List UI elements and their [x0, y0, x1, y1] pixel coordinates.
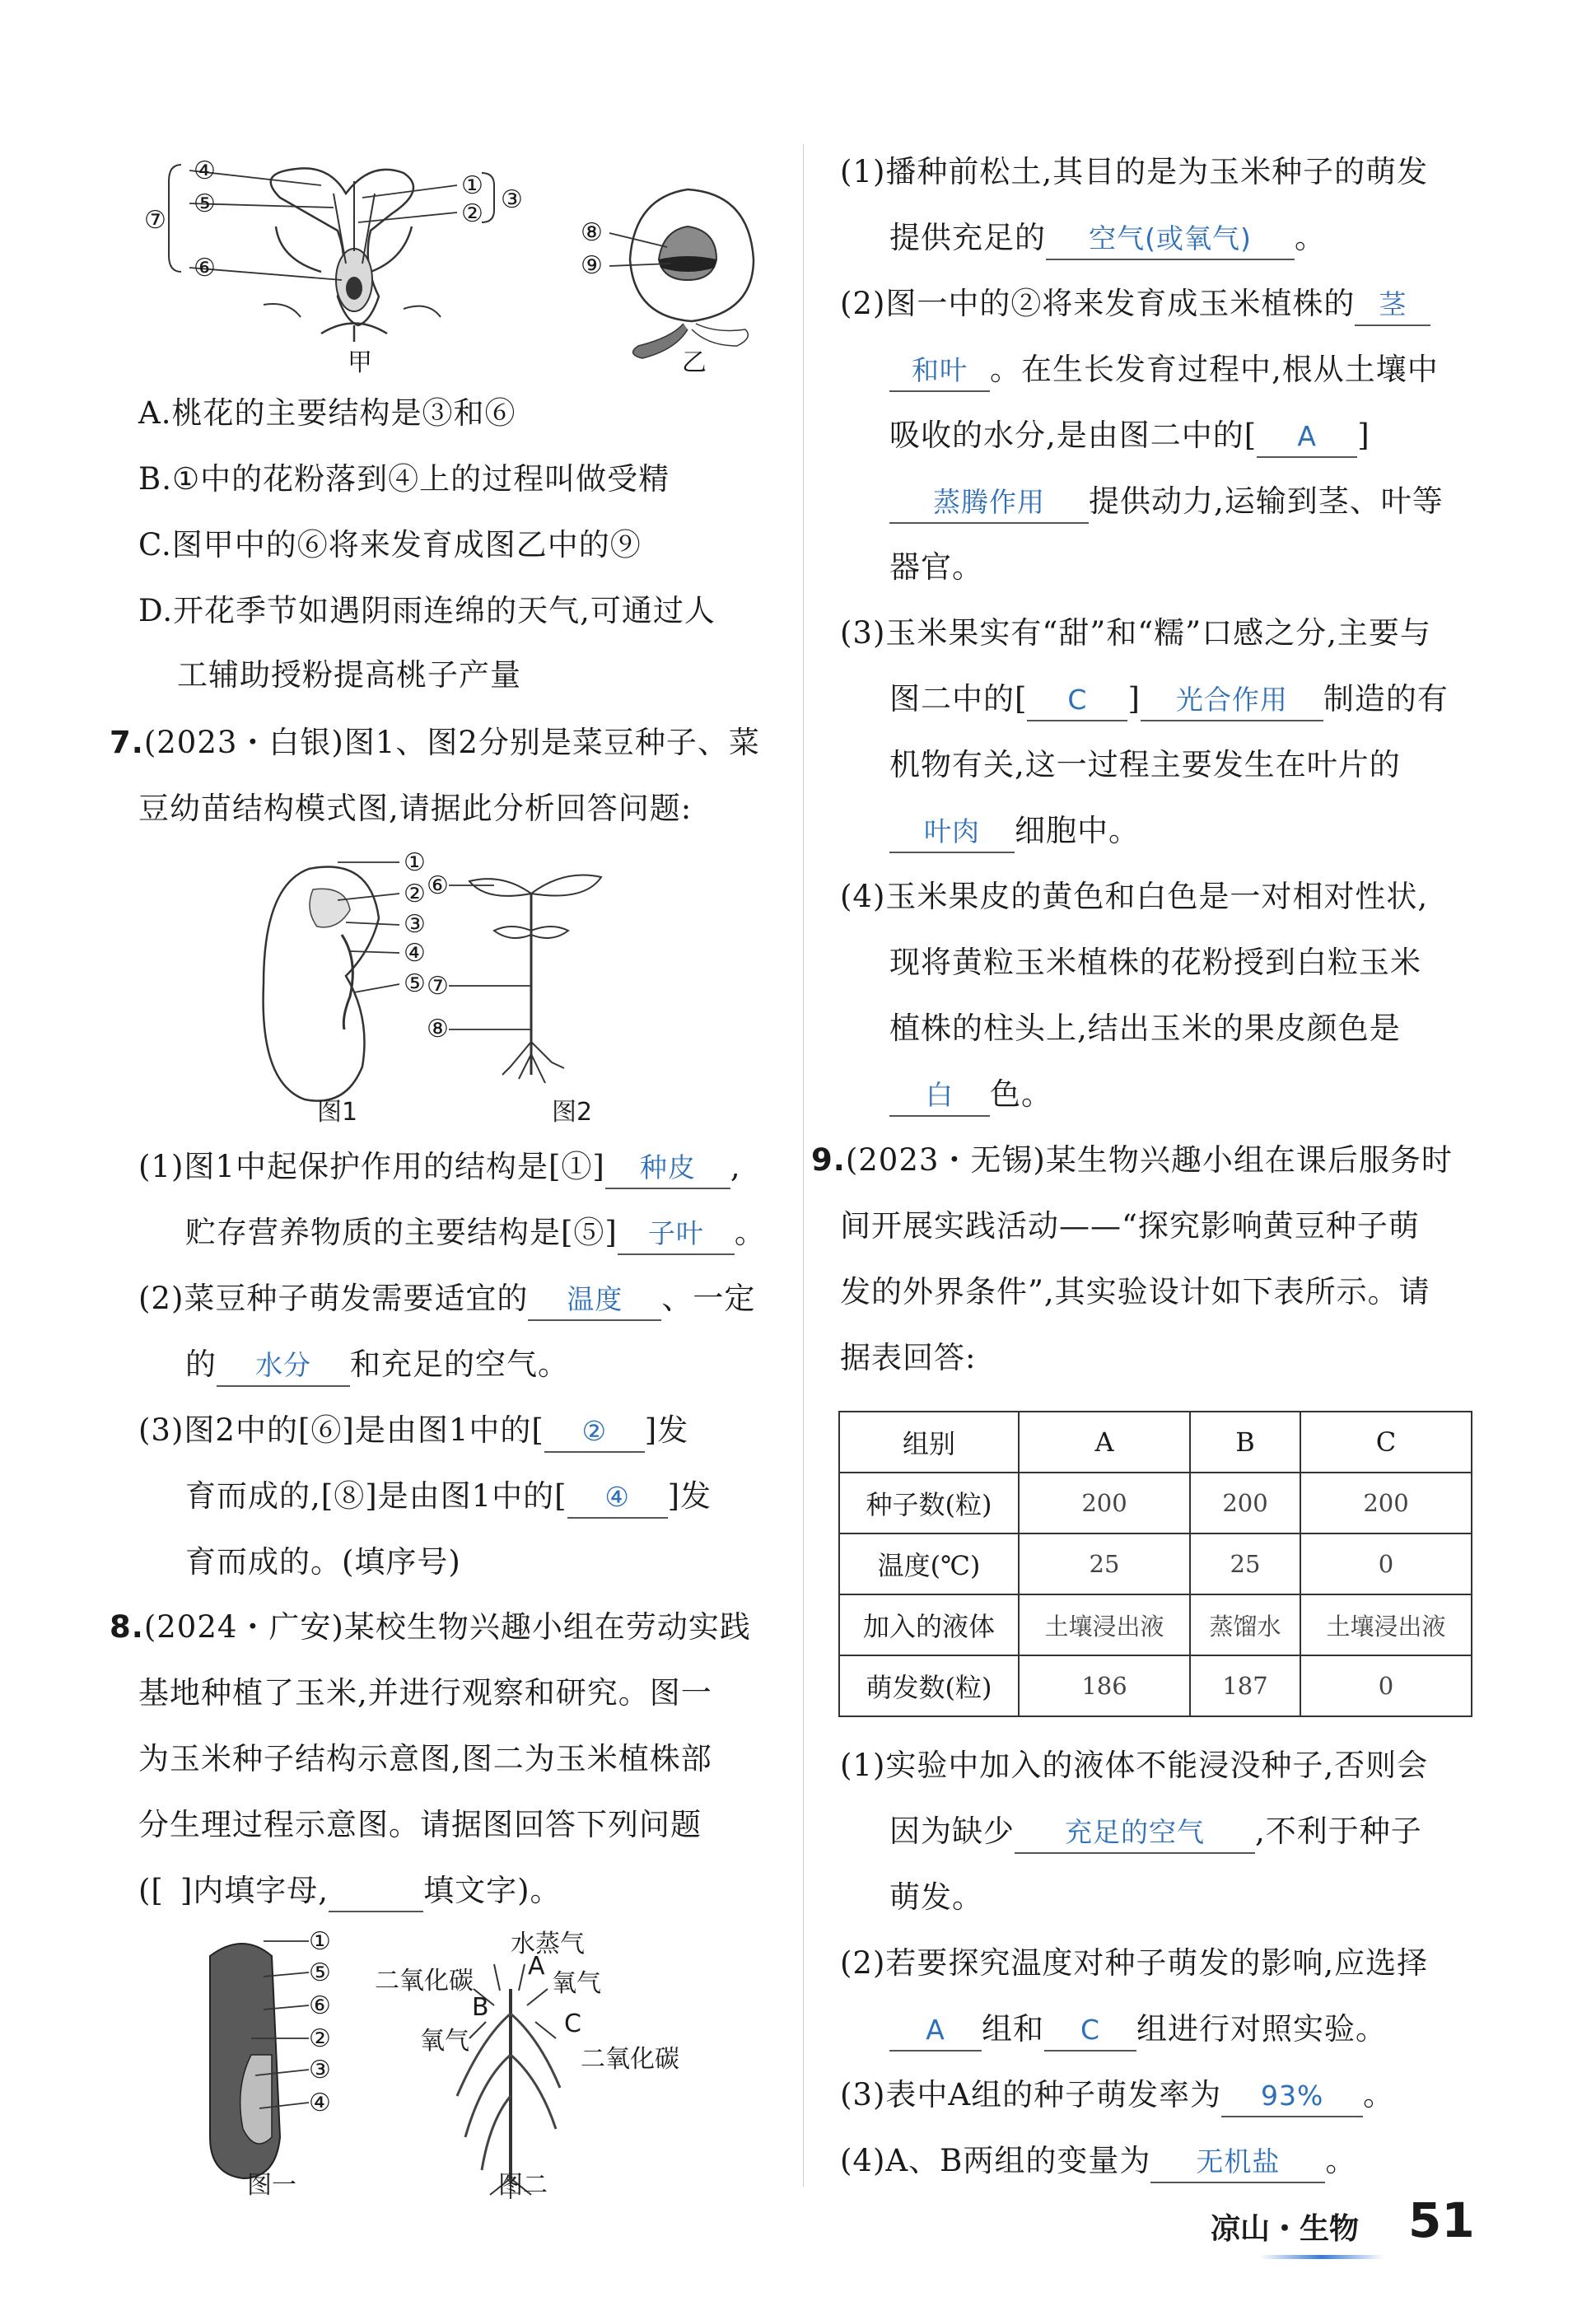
q9-p1c: 萌发。: [889, 1879, 983, 1915]
q8-stem-blank: [329, 1871, 423, 1912]
q9-stem-1: [811, 1141, 1453, 1180]
q9-p3a-text: (3)表中A组的种子萌发率为: [840, 2077, 1222, 2112]
q7-p2a-text: (2)菜豆种子萌发需要适宜的: [138, 1281, 529, 1316]
table-cell: 25: [1190, 1533, 1300, 1594]
caption-fig2: 图2: [552, 1098, 593, 1127]
flower-label-5: ⑤: [194, 189, 216, 218]
q8-p4d: [889, 1075, 1052, 1117]
figure-fruit: [576, 177, 791, 379]
q8-p2e: 器官。: [889, 549, 983, 585]
q8-answer-3: A: [1257, 417, 1357, 458]
table-cell: 0: [1300, 1533, 1472, 1594]
corn-label-1: ①: [309, 1927, 331, 1956]
caption-yi: 乙: [682, 348, 707, 377]
q8-p2c-end: ]: [1357, 418, 1370, 453]
caption-fig1: 图1: [317, 1098, 358, 1127]
plant-label-o2-bottom: 氧气: [420, 2027, 469, 2056]
seedling-label-7: ⑦: [427, 972, 449, 1001]
table-cell: 加入的液体: [839, 1594, 1019, 1655]
q7-answer-5: ②: [544, 1412, 645, 1453]
q9-answer-3: C: [1044, 2010, 1136, 2052]
q8-stem-3: 为玉米种子结构示意图,图二为玉米植株部: [138, 1741, 712, 1776]
q7-p1b: [185, 1213, 766, 1255]
fruit-label-9: ⑨: [581, 251, 603, 280]
corn-label-5: ⑤: [309, 1958, 331, 1987]
q8-p3a: (3)玉米果实有“甜”和“糯”口感之分,主要与: [840, 615, 1431, 651]
q6-option-d: D.开花季节如遇阴雨连绵的天气,可通过人: [138, 593, 716, 628]
q8-p2a-text: (2)图一中的②将来发育成玉米植株的: [840, 286, 1356, 321]
q9-stem-4: 据表回答:: [840, 1340, 977, 1375]
q8-p3b-mid: ]: [1127, 681, 1141, 717]
flower-label-4: ④: [194, 156, 216, 185]
seed-label-3: ③: [404, 910, 426, 939]
q8-stem-1: [110, 1608, 751, 1647]
table-row: [839, 1655, 1472, 1716]
q8-p1b-text: 提供充足的: [889, 220, 1046, 255]
q8-p2a: [840, 284, 1430, 326]
q7-stem-text: (2023・白银)图1、图2分别是菜豆种子、菜: [143, 725, 760, 760]
q9-p4a: [840, 2141, 1356, 2183]
footer-label: 凉山・生物: [1211, 2212, 1360, 2246]
q7-p2b-text: 的: [185, 1347, 217, 1382]
table-cell: 25: [1019, 1533, 1190, 1594]
table-header-cell: C: [1300, 1412, 1472, 1473]
plant-label-c: C: [564, 2010, 581, 2038]
table-cell: 蒸馏水: [1190, 1594, 1300, 1655]
q9-p1a: (1)实验中加入的液体不能浸没种子,否则会: [840, 1748, 1429, 1783]
q7-p3b-end: ]发: [667, 1478, 712, 1514]
q6-option-d-cont: 工辅助授粉提高桃子产量: [177, 657, 521, 693]
table-header-cell: B: [1190, 1412, 1300, 1473]
table-cell: 0: [1300, 1655, 1472, 1716]
q6-option-b: B.①中的花粉落到④上的过程叫做受精: [138, 461, 670, 497]
q7-p3c: 育而成的。(填序号): [185, 1544, 461, 1580]
q8-stem-4: 分生理过程示意图。请据图回答下列问题: [138, 1807, 702, 1842]
q9-p1b-text: 因为缺少: [889, 1814, 1015, 1849]
q6-option-c: C.图甲中的⑥将来发育成图乙中的⑨: [138, 527, 642, 562]
table-cell: 土壤浸出液: [1019, 1594, 1190, 1655]
plant-label-co2-bottom: 二氧化碳: [581, 2045, 679, 2074]
q7-number: 7.: [110, 725, 144, 760]
q7-p1a-text: (1)图1中起保护作用的结构是[①]: [138, 1149, 605, 1184]
q8-p1b: [889, 218, 1326, 260]
plant-label-b: B: [472, 1993, 489, 2022]
table-cell: 温度(℃): [839, 1533, 1019, 1594]
q9-p2b-mid: 组和: [982, 2011, 1044, 2047]
q8-p3b: [889, 679, 1449, 721]
q9-answer-1: 充足的空气: [1015, 1813, 1255, 1854]
figure-corn: [194, 1927, 729, 2203]
q8-stem-text: (2024・广安)某校生物兴趣小组在劳动实践: [143, 1609, 751, 1645]
q8-stem-5b: ]内填字母,: [180, 1873, 329, 1908]
q7-stem-1: [110, 723, 760, 763]
flower-label-2: ②: [461, 199, 483, 228]
q8-answer-6: 光合作用: [1141, 680, 1323, 721]
seedling-label-6: ⑥: [427, 871, 449, 900]
q8-p1a: (1)播种前松土,其目的是为玉米种子的萌发: [840, 154, 1429, 189]
q8-answer-7: 叶肉: [889, 812, 1015, 853]
q8-p4c: 植株的柱头上,结出玉米的果皮颜色是: [889, 1011, 1401, 1046]
q9-stem-3: 发的外界条件”,其实验设计如下表所示。请: [840, 1274, 1430, 1309]
flower-label-7: ⑦: [144, 206, 166, 235]
q8-answer-2a: 茎: [1355, 285, 1430, 326]
fruit-label-8: ⑧: [581, 218, 603, 247]
q8-p2d: [889, 482, 1444, 524]
q7-p1b-end: 。: [734, 1215, 766, 1250]
q8-p1b-end: 。: [1295, 220, 1326, 255]
caption-jia: 甲: [348, 348, 372, 377]
q8-p4a: (4)玉米果皮的黄色和白色是一对相对性状,: [840, 879, 1429, 914]
table-cell: 200: [1300, 1473, 1472, 1533]
q8-p3b-end: 制造的有: [1323, 681, 1449, 717]
q7-p2a-end: 、一定: [661, 1281, 756, 1316]
plant-label-water-vapor: 水蒸气: [511, 1930, 585, 1958]
q8-stem-5: [138, 1871, 562, 1912]
q9-answer-5: 无机盐: [1150, 2142, 1325, 2183]
q8-p2c-text: 吸收的水分,是由图二中的[: [889, 418, 1258, 453]
q9-p1b-end: ,不利于种子: [1255, 1814, 1422, 1849]
q7-answer-3: 温度: [528, 1280, 661, 1321]
table-cell: 土壤浸出液: [1300, 1594, 1472, 1655]
table-cell: 萌发数(粒): [839, 1655, 1019, 1716]
q8-answer-1: 空气(或氧气): [1046, 219, 1295, 260]
q8-p3d: [889, 811, 1140, 853]
caption-figure-two: 图二: [498, 2171, 548, 2200]
q9-answer-4: 93%: [1221, 2076, 1363, 2117]
q9-p4a-text: (4)A、B两组的变量为: [840, 2143, 1151, 2178]
q8-p3c: 机物有关,这一过程主要发生在叶片的: [889, 747, 1401, 782]
q9-p2b: [889, 2010, 1387, 2052]
page-number: 51: [1408, 2192, 1475, 2248]
q7-answer-1: 种皮: [605, 1148, 730, 1189]
flower-label-1: ①: [461, 171, 483, 200]
q7-p3a-end: ]发: [644, 1412, 689, 1448]
q8-answer-8: 白: [889, 1076, 990, 1117]
q9-number: 9.: [811, 1142, 846, 1178]
table-row: [839, 1473, 1472, 1533]
q8-p2b-end: 。在生长发育过程中,根从土壤中: [990, 352, 1439, 387]
q9-p3a: [840, 2075, 1394, 2117]
q8-number: 8.: [110, 1609, 144, 1645]
table-cell: 种子数(粒): [839, 1473, 1019, 1533]
seed-label-4: ④: [404, 939, 426, 968]
q8-p2b: [889, 350, 1439, 392]
q8-stem-5a: ([: [138, 1873, 164, 1908]
q7-stem-2: 豆幼苗结构模式图,请据此分析回答问题:: [138, 791, 693, 826]
plant-label-a: A: [528, 1952, 545, 1981]
q9-stem-text: (2023・无锡)某生物兴趣小组在课后服务时: [845, 1142, 1453, 1178]
table-cell: 187: [1190, 1655, 1300, 1716]
q8-stem-5c: 填文字)。: [423, 1873, 562, 1908]
seed-label-5: ⑤: [404, 969, 426, 998]
q8-p2c: [889, 416, 1370, 458]
figure-bean-seed: [247, 848, 642, 1127]
q8-p3d-end: 细胞中。: [1015, 813, 1140, 848]
corn-label-4: ④: [309, 2089, 331, 2117]
q7-p2b: [185, 1345, 569, 1387]
table-cell: 200: [1019, 1473, 1190, 1533]
q7-answer-2: 子叶: [618, 1214, 735, 1255]
flower-label-3: ③: [501, 185, 523, 214]
q8-answer-4: 蒸腾作用: [889, 483, 1089, 524]
table-cell: 186: [1019, 1655, 1190, 1716]
q7-p3b: [185, 1477, 712, 1519]
q8-stem-2: 基地种植了玉米,并进行观察和研究。图一: [138, 1675, 712, 1711]
corn-label-2: ②: [309, 2024, 331, 2053]
corn-label-6: ⑥: [309, 1991, 331, 2020]
q7-answer-6: ④: [567, 1477, 668, 1519]
q7-answer-4: 水分: [217, 1346, 350, 1387]
q7-p2a: [138, 1279, 755, 1321]
q9-p3a-end: 。: [1363, 2077, 1395, 2112]
corn-label-3: ③: [309, 2056, 331, 2084]
q8-p3b-text: 图二中的[: [889, 681, 1028, 717]
table-header-cell: 组别: [839, 1412, 1019, 1473]
q8-answer-5: C: [1027, 680, 1127, 721]
q6-option-a: A.桃花的主要结构是③和⑥: [138, 395, 516, 431]
q9-p1b: [889, 1812, 1422, 1854]
footer-accent-line: [1260, 2255, 1384, 2259]
q9-p2b-end: 组进行对照实验。: [1136, 2011, 1387, 2047]
q8-p4b: 现将黄粒玉米植株的花粉授到白粒玉米: [889, 945, 1421, 980]
figure-flower-diagram: [144, 148, 576, 379]
q8-p2d-end: 提供动力,运输到茎、叶等: [1089, 483, 1444, 519]
table-row: [839, 1533, 1472, 1594]
seedling-label-8: ⑧: [427, 1015, 449, 1043]
q9-answer-2: A: [889, 2010, 982, 2052]
q8-answer-2b: 和叶: [889, 351, 990, 392]
table-cell: 200: [1190, 1473, 1300, 1533]
column-divider: [803, 144, 804, 2187]
plant-label-co2-top: 二氧化碳: [375, 1967, 474, 1996]
table-row: [839, 1594, 1472, 1655]
q7-p3a: [138, 1411, 688, 1453]
q7-p1a-end: ,: [730, 1149, 741, 1184]
q7-p3a-text: (3)图2中的[⑥]是由图1中的[: [138, 1412, 544, 1448]
table-header-row: [839, 1412, 1472, 1473]
experiment-table: [838, 1411, 1472, 1717]
caption-figure-one: 图一: [247, 2171, 296, 2200]
q8-p4d-end: 色。: [990, 1076, 1052, 1112]
seed-label-2: ②: [404, 880, 426, 908]
q7-p2b-end: 和充足的空气。: [350, 1347, 569, 1382]
q7-p1b-text: 贮存营养物质的主要结构是[⑤]: [185, 1215, 618, 1250]
seed-label-1: ①: [404, 848, 426, 877]
flower-label-6: ⑥: [194, 254, 216, 282]
plant-label-o2-top: 氧气: [552, 1969, 601, 1998]
table-header-cell: A: [1019, 1412, 1190, 1473]
q7-p1a: [138, 1147, 741, 1189]
q9-p4a-end: 。: [1325, 2143, 1357, 2178]
q9-stem-2: 间开展实践活动——“探究影响黄豆种子萌: [840, 1208, 1420, 1244]
q7-p3b-text: 育而成的,[⑧]是由图1中的[: [185, 1478, 567, 1514]
q9-p2a: (2)若要探究温度对种子萌发的影响,应选择: [840, 1945, 1429, 1981]
